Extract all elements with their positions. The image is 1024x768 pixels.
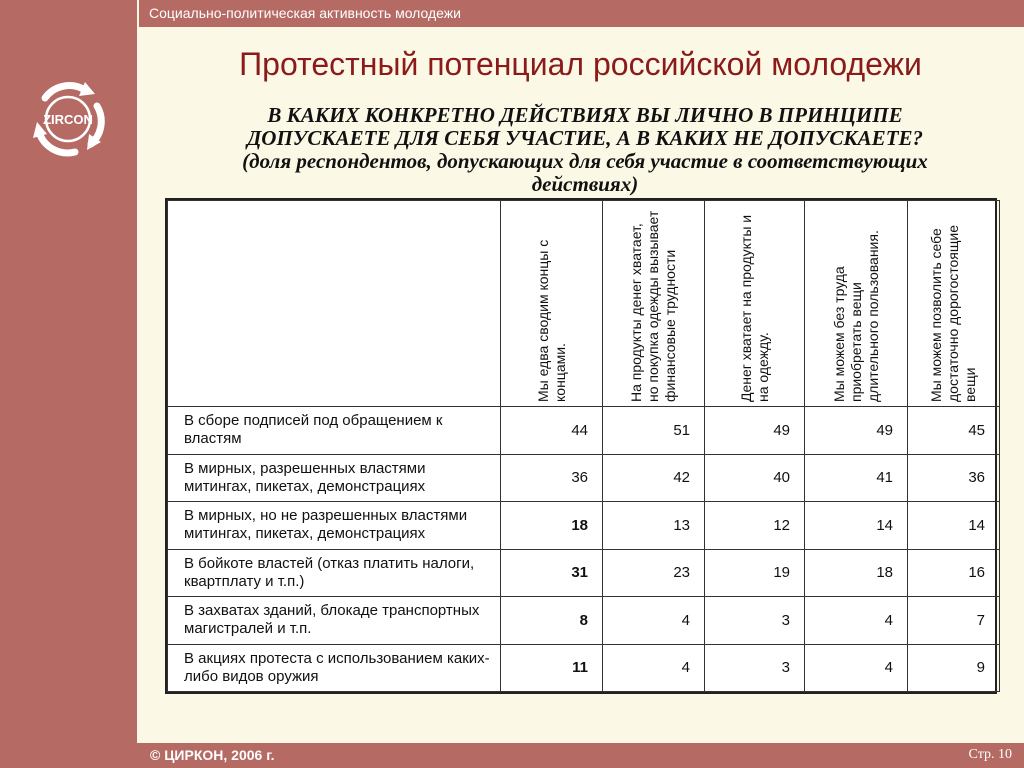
page-number: Стр. 10 bbox=[968, 747, 1012, 762]
table-cell: 11 bbox=[501, 644, 603, 692]
table-cell: 4 bbox=[805, 644, 908, 692]
table-row bbox=[168, 644, 1000, 692]
column-header: Мы можем позволить себе достаточно дорогостоящие вещи bbox=[908, 201, 1000, 407]
table-cell: 44 bbox=[501, 407, 603, 455]
row-label: В бойкоте властей (отказ платить налоги, квартплату и т.п.) bbox=[168, 549, 501, 597]
row-label: В сборе подписей под обращением к властям bbox=[168, 407, 501, 455]
table-row bbox=[168, 454, 1000, 502]
zircon-logo bbox=[25, 76, 111, 162]
header-bar bbox=[137, 0, 1024, 27]
column-header: Денег хватает на продукты и на одежду. bbox=[705, 201, 805, 407]
table-cell: 18 bbox=[501, 502, 603, 550]
table-cell: 13 bbox=[603, 502, 705, 550]
table-cell: 4 bbox=[603, 644, 705, 692]
table-cell: 14 bbox=[805, 502, 908, 550]
table-cell: 4 bbox=[603, 597, 705, 645]
question-line-1: В КАКИХ КОНКРЕТНО ДЕЙСТВИЯХ ВЫ ЛИЧНО В ПРИНЦИПЕ bbox=[267, 103, 903, 127]
table-cell: 23 bbox=[603, 549, 705, 597]
row-label: В акциях протеста с использованием каких-либо видов оружия bbox=[168, 644, 501, 692]
question-line-4: действиях) bbox=[531, 172, 639, 196]
column-header: На продукты денег хватает, но покупка одежды вызывает финансовые трудности bbox=[603, 201, 705, 407]
page-title: Протестный потенциал российской молодежи bbox=[239, 46, 922, 82]
row-label: В захватах зданий, блокаде транспортных магистралей и т.п. bbox=[168, 597, 501, 645]
results-table bbox=[165, 198, 997, 694]
table-row bbox=[168, 549, 1000, 597]
table-cell: 12 bbox=[705, 502, 805, 550]
table-cell: 36 bbox=[501, 454, 603, 502]
row-label: В мирных, разрешенных властями митингах, пикетах, демонстрациях bbox=[168, 454, 501, 502]
table-cell: 31 bbox=[501, 549, 603, 597]
table-cell: 3 bbox=[705, 597, 805, 645]
table-row bbox=[168, 597, 1000, 645]
header-corner-cell bbox=[168, 201, 501, 407]
table-cell: 9 bbox=[908, 644, 1000, 692]
question-line-2: ДОПУСКАЕТЕ ДЛЯ СЕБЯ УЧАСТИЕ, А В КАКИХ НЕ ДОПУСКАЕТЕ? bbox=[246, 126, 924, 150]
table-header-row bbox=[168, 201, 1000, 407]
table-cell: 8 bbox=[501, 597, 603, 645]
table-cell: 51 bbox=[603, 407, 705, 455]
table-cell: 40 bbox=[705, 454, 805, 502]
question-text bbox=[160, 104, 1010, 196]
row-label: В мирных, но не разрешенных властями митингах, пикетах, демонстрациях bbox=[168, 502, 501, 550]
table-cell: 19 bbox=[705, 549, 805, 597]
table-cell: 16 bbox=[908, 549, 1000, 597]
table-cell: 41 bbox=[805, 454, 908, 502]
table-cell: 36 bbox=[908, 454, 1000, 502]
table-cell: 49 bbox=[805, 407, 908, 455]
table-cell: 7 bbox=[908, 597, 1000, 645]
table-cell: 14 bbox=[908, 502, 1000, 550]
table-cell: 18 bbox=[805, 549, 908, 597]
table-cell: 3 bbox=[705, 644, 805, 692]
copyright-text: © ЦИРКОН, 2006 г. bbox=[150, 747, 275, 763]
table-row bbox=[168, 502, 1000, 550]
header-text: Социально-политическая активность молодежи bbox=[149, 5, 461, 21]
column-header: Мы можем без труда приобретать вещи длительного пользования. bbox=[805, 201, 908, 407]
table-cell: 4 bbox=[805, 597, 908, 645]
table-cell: 45 bbox=[908, 407, 1000, 455]
logo-text: ZIRCON bbox=[43, 112, 93, 127]
table-cell: 42 bbox=[603, 454, 705, 502]
table-row bbox=[168, 407, 1000, 455]
question-line-3: (доля респондентов, допускающих для себя участие в соответствующих bbox=[242, 149, 928, 173]
table-cell: 49 bbox=[705, 407, 805, 455]
column-header: Мы едва сводим концы с концами. bbox=[501, 201, 603, 407]
